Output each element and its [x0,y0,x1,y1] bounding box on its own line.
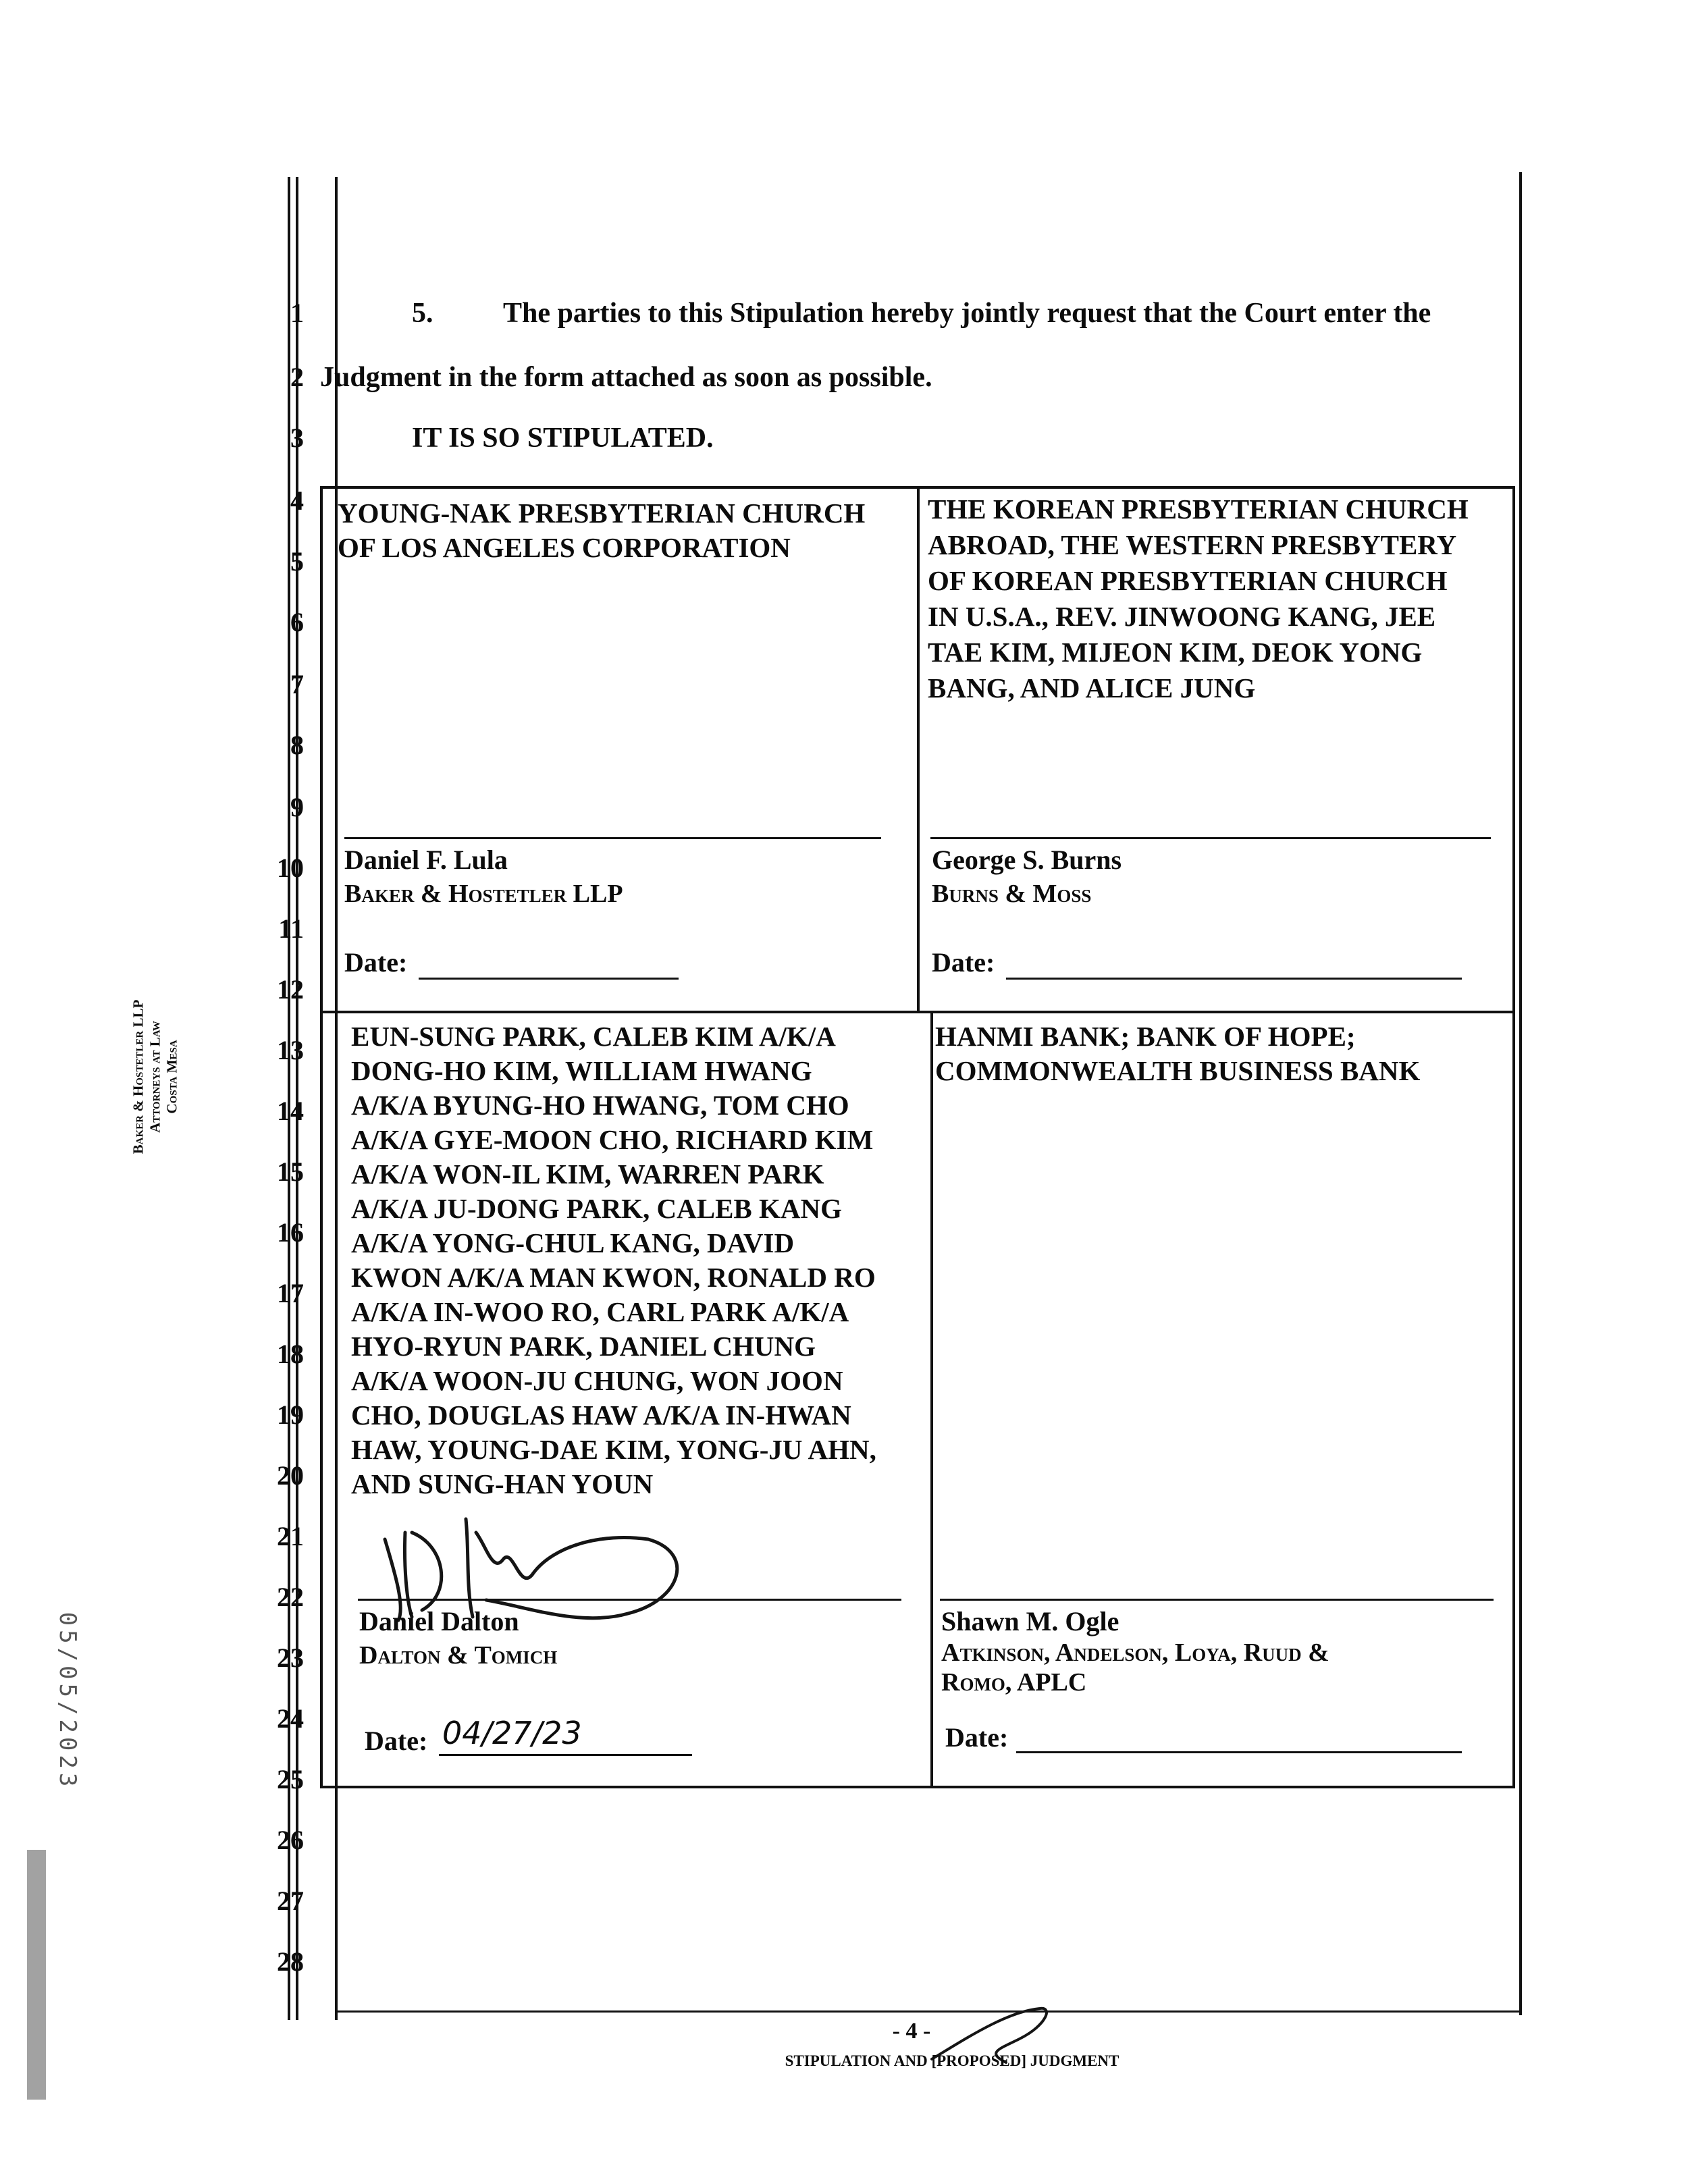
line-number: 16 [277,1217,304,1248]
law-firm: Baker & Hostetler LLP [344,880,623,908]
attorney-name: Daniel Dalton [359,1606,519,1636]
line-number: 21 [277,1521,304,1551]
line-number: 22 [277,1582,304,1612]
date-blank[interactable] [1006,978,1462,980]
line-number: 13 [277,1035,304,1065]
paragraph-line-1: The parties to this Stipulation hereby jointly request that the Court enter the [503,298,1431,329]
document-title: STIPULATION AND [PROPOSED] JUDGMENT [785,2052,1119,2069]
party-line: HYO-RYUN PARK, DANIEL CHUNG [351,1331,816,1362]
party-line: IN U.S.A., REV. JINWOONG KANG, JEE [928,601,1436,632]
line-number: 6 [290,607,304,637]
line-number: 8 [290,730,304,760]
party-line: HANMI BANK; BANK OF HOPE; [935,1021,1356,1052]
date-label: Date: [945,1722,1009,1753]
sidebar-firm: Baker & Hostetler LLP [130,999,147,1154]
line-number: 24 [277,1703,304,1734]
law-firm: Dalton & Tomich [359,1641,558,1670]
table-center-border-top [917,486,920,1013]
party-line: HAW, YOUNG-DAE KIM, YONG-JU AHN, [351,1434,876,1465]
firm-sidebar [108,942,203,1212]
line-number: 23 [277,1643,304,1673]
party-line: EUN-SUNG PARK, CALEB KIM A/K/A [351,1021,836,1052]
date-label: Date: [344,947,408,978]
party-line: A/K/A IN-WOO RO, CARL PARK A/K/A [351,1296,849,1327]
stamp-text: 05/05/2023 [54,1612,81,1791]
signature-line [344,837,881,839]
party-line: OF LOS ANGELES CORPORATION [338,532,791,563]
line-number: 12 [277,974,304,1005]
line-number: 27 [277,1886,304,1916]
signature-line [358,1599,901,1601]
date-label: Date: [932,947,995,978]
line-number: 19 [277,1400,304,1430]
line-number: 2 [290,362,304,392]
party-line: A/K/A JU-DONG PARK, CALEB KANG [351,1193,843,1224]
party-line: A/K/A GYE-MOON CHO, RICHARD KIM [351,1124,874,1155]
sidebar-city: Costa Mesa [163,1040,180,1114]
party-line: DONG-HO KIM, WILLIAM HWANG [351,1055,812,1086]
date-label: Date: [365,1726,428,1756]
line-number: 14 [277,1096,304,1126]
law-firm [941,1638,1329,1697]
date-blank[interactable] [1016,1751,1462,1753]
filing-date-stamp [27,1560,108,1843]
party-name [928,491,1508,706]
attorney-name: Daniel F. Lula [344,845,508,875]
line-number: 5 [290,546,304,577]
party-name [935,1019,1509,1088]
firm-sidebar-text [130,1000,181,1154]
page-number: - 4 - [892,2019,931,2044]
law-firm: Burns & Moss [932,880,1092,908]
law-firm-line: Atkinson, Andelson, Loya, Ruud & [941,1639,1329,1667]
signature-line [930,837,1491,839]
line-number: 11 [278,913,304,944]
party-name [338,496,912,565]
party-line: KWON A/K/A MAN KWON, RONALD RO [351,1262,876,1293]
sidebar-attorneys: Attorneys at Law [147,1021,163,1133]
table-right-border [1512,486,1515,1788]
right-margin-rule [1519,172,1522,2015]
line-number: 20 [277,1460,304,1491]
party-line: CHO, DOUGLAS HAW A/K/A IN-HWAN [351,1400,851,1431]
party-line: OF KOREAN PRESBYTERIAN CHURCH [928,565,1448,596]
party-line: A/K/A WON-IL KIM, WARREN PARK [351,1158,824,1190]
party-line: YOUNG-NAK PRESBYTERIAN CHURCH [338,498,866,529]
line-number: 25 [277,1764,304,1794]
line-number: 15 [277,1156,304,1187]
party-line: ABROAD, THE WESTERN PRESBYTERY [928,529,1457,560]
party-line: TAE KIM, MIJEON KIM, DEOK YONG [928,637,1423,668]
line-number: 26 [277,1825,304,1855]
party-line: A/K/A BYUNG-HO HWANG, TOM CHO [351,1090,849,1121]
line-number: 7 [290,669,304,699]
table-bottom-border [320,1786,1515,1788]
date-value: 04/27/23 [442,1715,582,1751]
line-number: 18 [277,1339,304,1369]
stipulated-heading: IT IS SO STIPULATED. [412,423,714,454]
line-number: 17 [277,1278,304,1308]
law-firm-line: Romo, APLC [941,1668,1087,1697]
party-name [351,1019,932,1501]
scan-edge-mark [27,1850,46,2100]
date-blank[interactable] [439,1754,692,1756]
line-number: 9 [290,792,304,822]
party-line: THE KOREAN PRESBYTERIAN CHURCH [928,494,1469,525]
line-number: 4 [290,485,304,516]
line-number: 10 [277,853,304,883]
party-line: COMMONWEALTH BUSINESS BANK [935,1055,1421,1086]
line-number: 1 [290,298,304,328]
attorney-name: Shawn M. Ogle [941,1606,1119,1636]
attorney-name: George S. Burns [932,845,1122,875]
party-line: AND SUNG-HAN YOUN [351,1468,654,1499]
line-number: 28 [277,1946,304,1977]
party-line: A/K/A YONG-CHUL KANG, DAVID [351,1227,795,1258]
paragraph-number: 5. [412,298,433,329]
paragraph-line-2: Judgment in the form attached as soon as possible. [320,362,932,393]
left-margin-rule-third [335,177,338,2020]
party-line: BANG, AND ALICE JUNG [928,672,1256,703]
table-left-border [320,486,323,1788]
line-number: 3 [290,423,304,453]
signature-line [940,1599,1494,1601]
date-blank[interactable] [419,978,679,980]
party-line: A/K/A WOON-JU CHUNG, WON JOON [351,1365,843,1396]
